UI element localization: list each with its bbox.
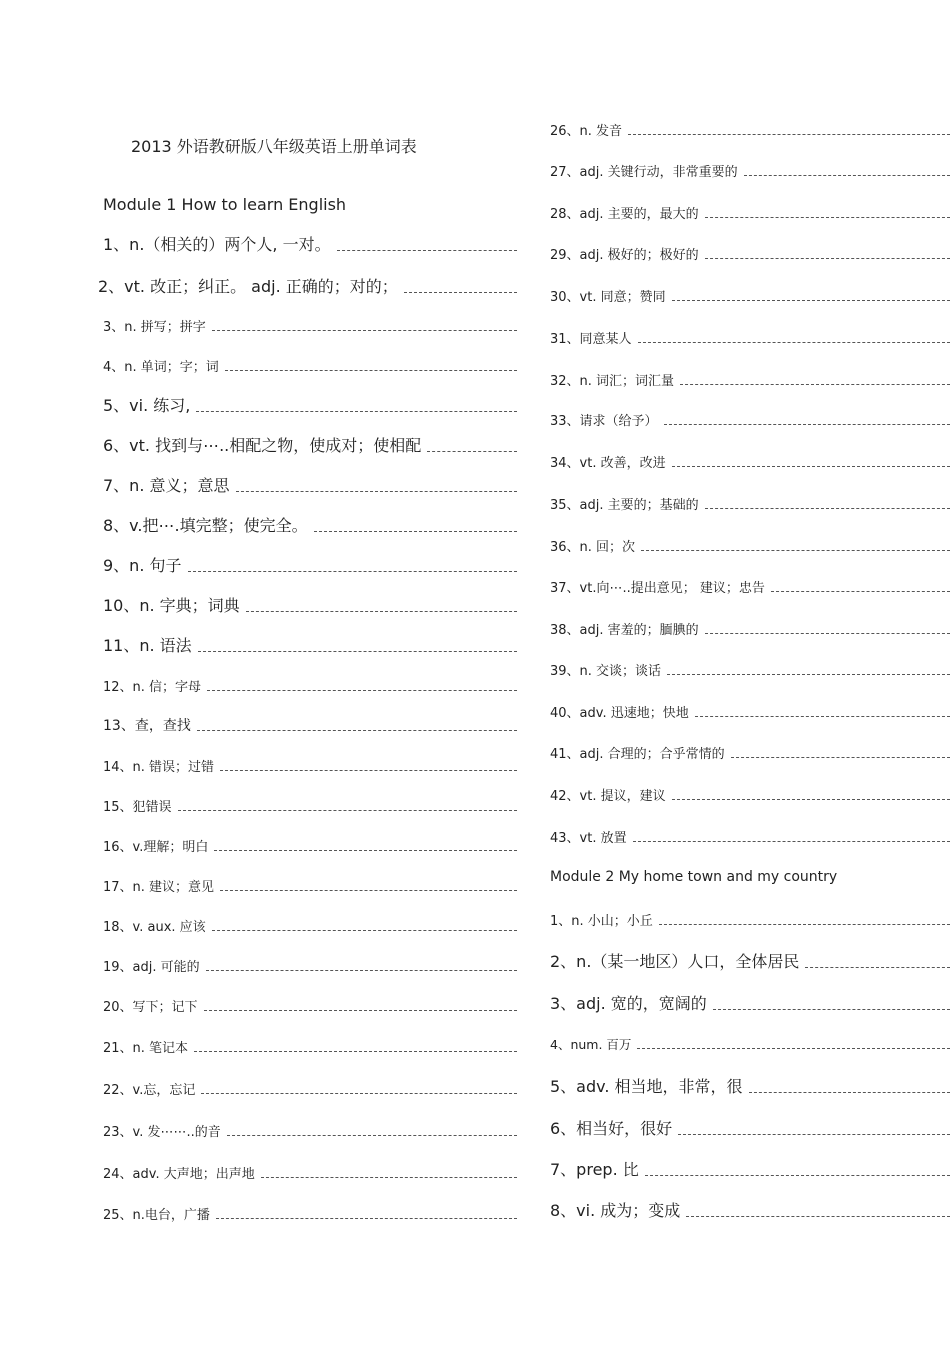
word-entry-m1-9: 9、n. 句子 [103,553,517,576]
word-entry-m1-26: 26、n. 发音 [550,120,950,139]
answer-blank[interactable] [672,466,950,467]
answer-blank[interactable] [225,370,517,371]
answer-blank[interactable] [686,1216,950,1217]
answer-blank[interactable] [314,531,517,532]
answer-blank[interactable] [227,1135,517,1136]
word-entry-m2-2: 2、n.（某一地区）人口，全体居民 [550,949,950,972]
word-entry-m2-8: 8、vi. 成为；变成 [550,1198,950,1221]
answer-blank[interactable] [633,841,950,842]
word-entry-m1-14: 14、n. 错误；过错 [103,756,517,775]
answer-blank[interactable] [628,134,950,135]
answer-blank[interactable] [638,342,950,343]
answer-blank[interactable] [337,250,517,251]
answer-blank[interactable] [637,1048,950,1049]
answer-blank[interactable] [246,611,517,612]
answer-blank[interactable] [212,330,517,331]
answer-blank[interactable] [749,1092,950,1093]
answer-blank[interactable] [178,810,517,811]
answer-blank[interactable] [214,850,517,851]
answer-blank[interactable] [705,633,950,634]
answer-blank[interactable] [196,411,517,412]
word-entry-m1-24: 24、adv. 大声地；出声地 [103,1163,517,1182]
word-entry-m1-21: 21、n. 笔记本 [103,1037,517,1056]
word-entry-m1-30: 30、vt. 同意；赞同 [550,286,950,305]
answer-blank[interactable] [220,890,517,891]
word-entry-m1-28: 28、adj. 主要的，最大的 [550,203,950,222]
word-entry-m1-17: 17、n. 建议；意见 [103,876,517,895]
word-entry-m1-13: 13、查，查找 [103,715,517,735]
word-entry-m1-31: 31、同意某人 [550,328,950,347]
word-entry-m2-4: 4、num. 百万 [550,1035,950,1053]
answer-blank[interactable] [207,690,517,691]
module-2-heading: Module 2 My home town and my country [550,869,838,885]
word-entry-m1-32: 32、n. 词汇；词汇量 [550,370,950,389]
answer-blank[interactable] [705,508,950,509]
word-entry-m1-11: 11、n. 语法 [103,633,517,656]
answer-blank[interactable] [678,1134,950,1135]
word-entry-m2-1: 1、n. 小山；小丘 [550,910,950,929]
word-entry-m1-25: 25、n.电台，广播 [103,1204,517,1223]
word-entry-m1-36: 36、n. 回；次 [550,536,950,555]
word-entry-m2-7: 7、prep. 比 [550,1157,950,1180]
word-entry-m1-37: 37、vt.向⋯..提出意见； 建议；忠告 [550,577,950,596]
answer-blank[interactable] [664,424,950,425]
word-entry-m2-6: 6、相当好，很好 [550,1116,950,1139]
answer-blank[interactable] [667,674,950,675]
answer-blank[interactable] [220,770,517,771]
answer-blank[interactable] [672,300,950,301]
answer-blank[interactable] [672,799,950,800]
word-entry-m1-8: 8、v.把⋯.填完整；使完全。 [103,513,517,536]
answer-blank[interactable] [645,1175,950,1176]
word-entry-m1-43: 43、vt. 放置 [550,827,950,846]
word-entry-m1-39: 39、n. 交谈；谈话 [550,660,950,679]
answer-blank[interactable] [198,651,517,652]
answer-blank[interactable] [705,217,950,218]
word-entry-m2-5: 5、adv. 相当地，非常，很 [550,1074,950,1097]
answer-blank[interactable] [427,451,517,452]
module-1-heading: Module 1 How to learn English [103,195,347,214]
answer-blank[interactable] [705,258,950,259]
answer-blank[interactable] [805,967,950,968]
answer-blank[interactable] [216,1218,517,1219]
answer-blank[interactable] [201,1093,517,1094]
answer-blank[interactable] [713,1009,950,1010]
word-entry-m1-41: 41、adj. 合理的；合乎常情的 [550,743,950,762]
answer-blank[interactable] [771,591,950,592]
word-entry-m1-6: 6、vt. 找到与⋯..相配之物，使成对；使相配 [103,433,517,456]
word-entry-m1-18: 18、v. aux. 应该 [103,916,517,935]
answer-blank[interactable] [212,930,517,931]
word-entry-m1-5: 5、vi. 练习, [103,393,517,416]
answer-blank[interactable] [236,491,518,492]
answer-blank[interactable] [197,730,517,731]
word-entry-m1-10: 10、n. 字典；词典 [103,593,517,616]
answer-blank[interactable] [206,970,517,971]
word-entry-m1-23: 23、v. 发⋯⋯..的音 [103,1121,517,1140]
word-entry-m1-42: 42、vt. 提议，建议 [550,785,950,804]
word-entry-m1-1: 1、n.（相关的）两个人, 一对。 [103,232,517,255]
word-entry-m1-22: 22、v.忘，忘记 [103,1079,517,1098]
word-entry-m1-27: 27、adj. 关键行动，非常重要的 [550,161,950,180]
word-entry-m1-7: 7、n. 意义；意思 [103,473,517,496]
answer-blank[interactable] [744,175,950,176]
word-entry-m1-15: 15、犯错误 [103,796,517,815]
word-entry-m1-2: 2、vt. 改正；纠正。 adj. 正确的；对的； [98,274,517,297]
answer-blank[interactable] [204,1010,517,1011]
word-entry-m2-3: 3、adj. 宽的，宽阔的 [550,991,950,1014]
word-entry-m1-38: 38、adj. 害羞的；腼腆的 [550,619,950,638]
answer-blank[interactable] [695,716,950,717]
answer-blank[interactable] [731,757,950,758]
word-entry-m1-40: 40、adv. 迅速地；快地 [550,702,950,721]
word-entry-m1-20: 20、写下；记下 [103,996,517,1015]
answer-blank[interactable] [641,550,950,551]
answer-blank[interactable] [188,571,518,572]
word-entry-m1-35: 35、adj. 主要的；基础的 [550,494,950,513]
word-entry-m1-16: 16、v.理解；明白 [103,836,517,855]
answer-blank[interactable] [261,1177,517,1178]
word-entry-m1-3: 3、n. 拼写；拼字 [103,316,517,335]
word-entry-m1-4: 4、n. 单词；字；词 [103,356,517,375]
word-entry-m1-29: 29、adj. 极好的；极好的 [550,244,950,263]
answer-blank[interactable] [680,384,950,385]
word-entry-m1-34: 34、vt. 改善，改进 [550,452,950,471]
answer-blank[interactable] [404,292,517,293]
word-entry-m1-12: 12、n. 信；字母 [103,676,517,695]
word-entry-m1-19: 19、adj. 可能的 [103,956,517,975]
answer-blank[interactable] [659,924,950,925]
word-entry-m1-33: 33、请求（给予） [550,410,950,429]
answer-blank[interactable] [194,1051,517,1052]
page-title: 2013 外语教研版八年级英语上册单词表 [131,137,417,156]
